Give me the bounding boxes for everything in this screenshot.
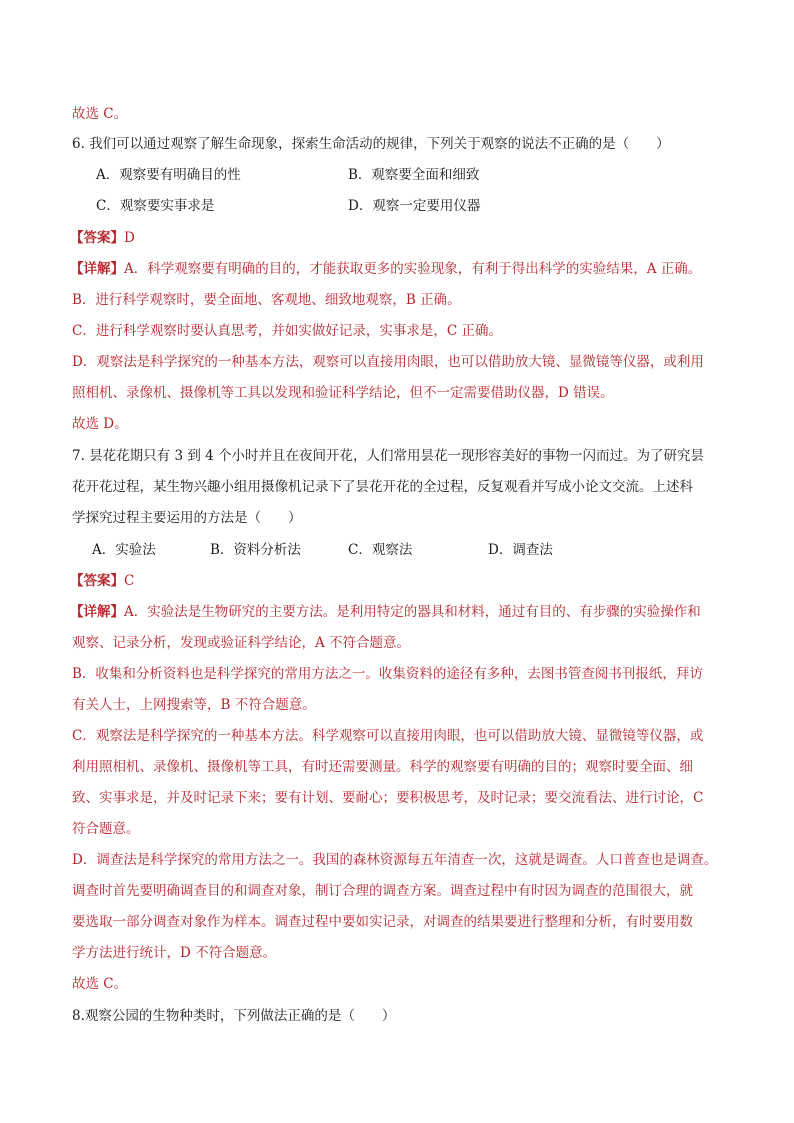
q6-detail-line-2: B．进行科学观察时，要全面地、客观地、细致地观察，B 正确。	[72, 292, 461, 308]
q6-detail-line-4: D．观察法是科学探究的一种基本方法，观察可以直接用肉眼，也可以借助放大镜、显微镜等仪器，或利用	[72, 354, 704, 370]
q6-detail-line-5: 照相机、录像机、摄像机等工具以发现和验证科学结论，但不一定需要借助仪器，D 错误。	[72, 385, 614, 401]
q7-detail-text-1: A．实验法是生物研究的主要方法。是利用特定的器具和材料，通过有目的、有步骤的实验操作和	[124, 604, 701, 620]
q6-option-a: A．观察要有明确目的性	[96, 167, 241, 183]
q6-answer-tag: 【答案】	[70, 230, 124, 246]
q7-detail-line-7: 致、实事求是，并及时记录下来；要有计划、要耐心；要积极思考，及时记录；要交流看法、进行讨论，C	[72, 790, 704, 806]
q7-detail-line-6: 利用照相机、录像机、摄像机等工具，有时还需要测量。科学的观察要有明确的目的；观察时要全面、细	[72, 759, 693, 775]
q7-stem-line-1: 7. 昙花花期只有 3 到 4 个小时并且在夜间开花，人们常用昙花一现形容美好的事物一闪而过。为了研究昙	[72, 448, 705, 464]
q7-answer-tag: 【答案】	[70, 573, 124, 589]
q5-conclusion: 故选 C。	[72, 106, 128, 122]
q7-detail-line-2: 观察、记录分析，发现或验证科学结论，A 不符合题意。	[72, 635, 411, 651]
q7-option-c: C．观察法	[348, 542, 413, 558]
q6-stem: 6. 我们可以通过观察了解生命现象，探索生命活动的规律，下列关于观察的说法不正确的是（ ）	[72, 136, 670, 152]
q6-option-c: C．观察要实事求是	[96, 198, 215, 214]
q8-stem: 8.观察公园的生物种类时，下列做法正确的是（ ）	[72, 1008, 396, 1024]
q6-answer	[70, 228, 135, 248]
q6-detail-tag: 【详解】	[70, 261, 124, 277]
q6-answer-value: D	[124, 230, 135, 246]
q7-option-a: A．实验法	[92, 542, 156, 558]
q7-option-d: D．调查法	[488, 542, 553, 558]
q6-conclusion: 故选 D。	[72, 416, 128, 432]
q7-answer-value: C	[124, 573, 135, 589]
q6-detail-line-1	[70, 259, 701, 279]
q6-detail-text-1: A．科学观察要有明确的目的，才能获取更多的实验现象，有利于得出科学的实验结果，A 正确。	[124, 261, 702, 277]
q7-answer	[70, 571, 134, 591]
q7-detail-line-3: B．收集和分析资料也是科学探究的常用方法之一。收集资料的途径有多种，去图书管查阅书刊报纸，拜访	[72, 666, 703, 682]
q6-option-d: D．观察一定要用仪器	[348, 198, 481, 214]
q7-detail-line-5: C．观察法是科学探究的一种基本方法。科学观察可以直接用肉眼，也可以借助放大镜、显微镜等仪器，或	[72, 728, 704, 744]
q6-detail-line-3: C．进行科学观察时要认真思考，并如实做好记录，实事求是，C 正确。	[72, 323, 502, 339]
q6-option-b: B．观察要全面和细致	[348, 167, 480, 183]
q7-conclusion: 故选 C。	[72, 976, 128, 992]
q7-detail-line-11: 要选取一部分调查对象作为样本。调查过程中要如实记录，对调查的结果要进行整理和分析，有时要用数	[72, 914, 693, 930]
q7-stem-line-3: 学探究过程主要运用的方法是（ ）	[72, 510, 302, 526]
q7-detail-line-10: 调查时首先要明确调查目的和调查对象，制订合理的调查方案。调查过程中有时因为调查的范围很大，就	[72, 883, 693, 899]
q7-detail-line-1	[70, 602, 701, 622]
q7-stem-line-2: 花开花过程，某生物兴趣小组用摄像机记录下了昙花开花的全过程，反复观看并写成小论文交流。上述科	[72, 479, 693, 495]
q7-option-b: B．资料分析法	[210, 542, 301, 558]
q7-detail-line-12: 学方法进行统计，D 不符合题意。	[72, 945, 277, 961]
q7-detail-line-9: D．调查法是科学探究的常用方法之一。我国的森林资源每五年清查一次，这就是调查。人口普查也是调查。	[72, 852, 718, 868]
q7-detail-line-8: 符合题意。	[72, 821, 140, 837]
q7-detail-tag: 【详解】	[70, 604, 124, 620]
q7-detail-line-4: 有关人士，上网搜索等，B 不符合题意。	[72, 697, 316, 713]
